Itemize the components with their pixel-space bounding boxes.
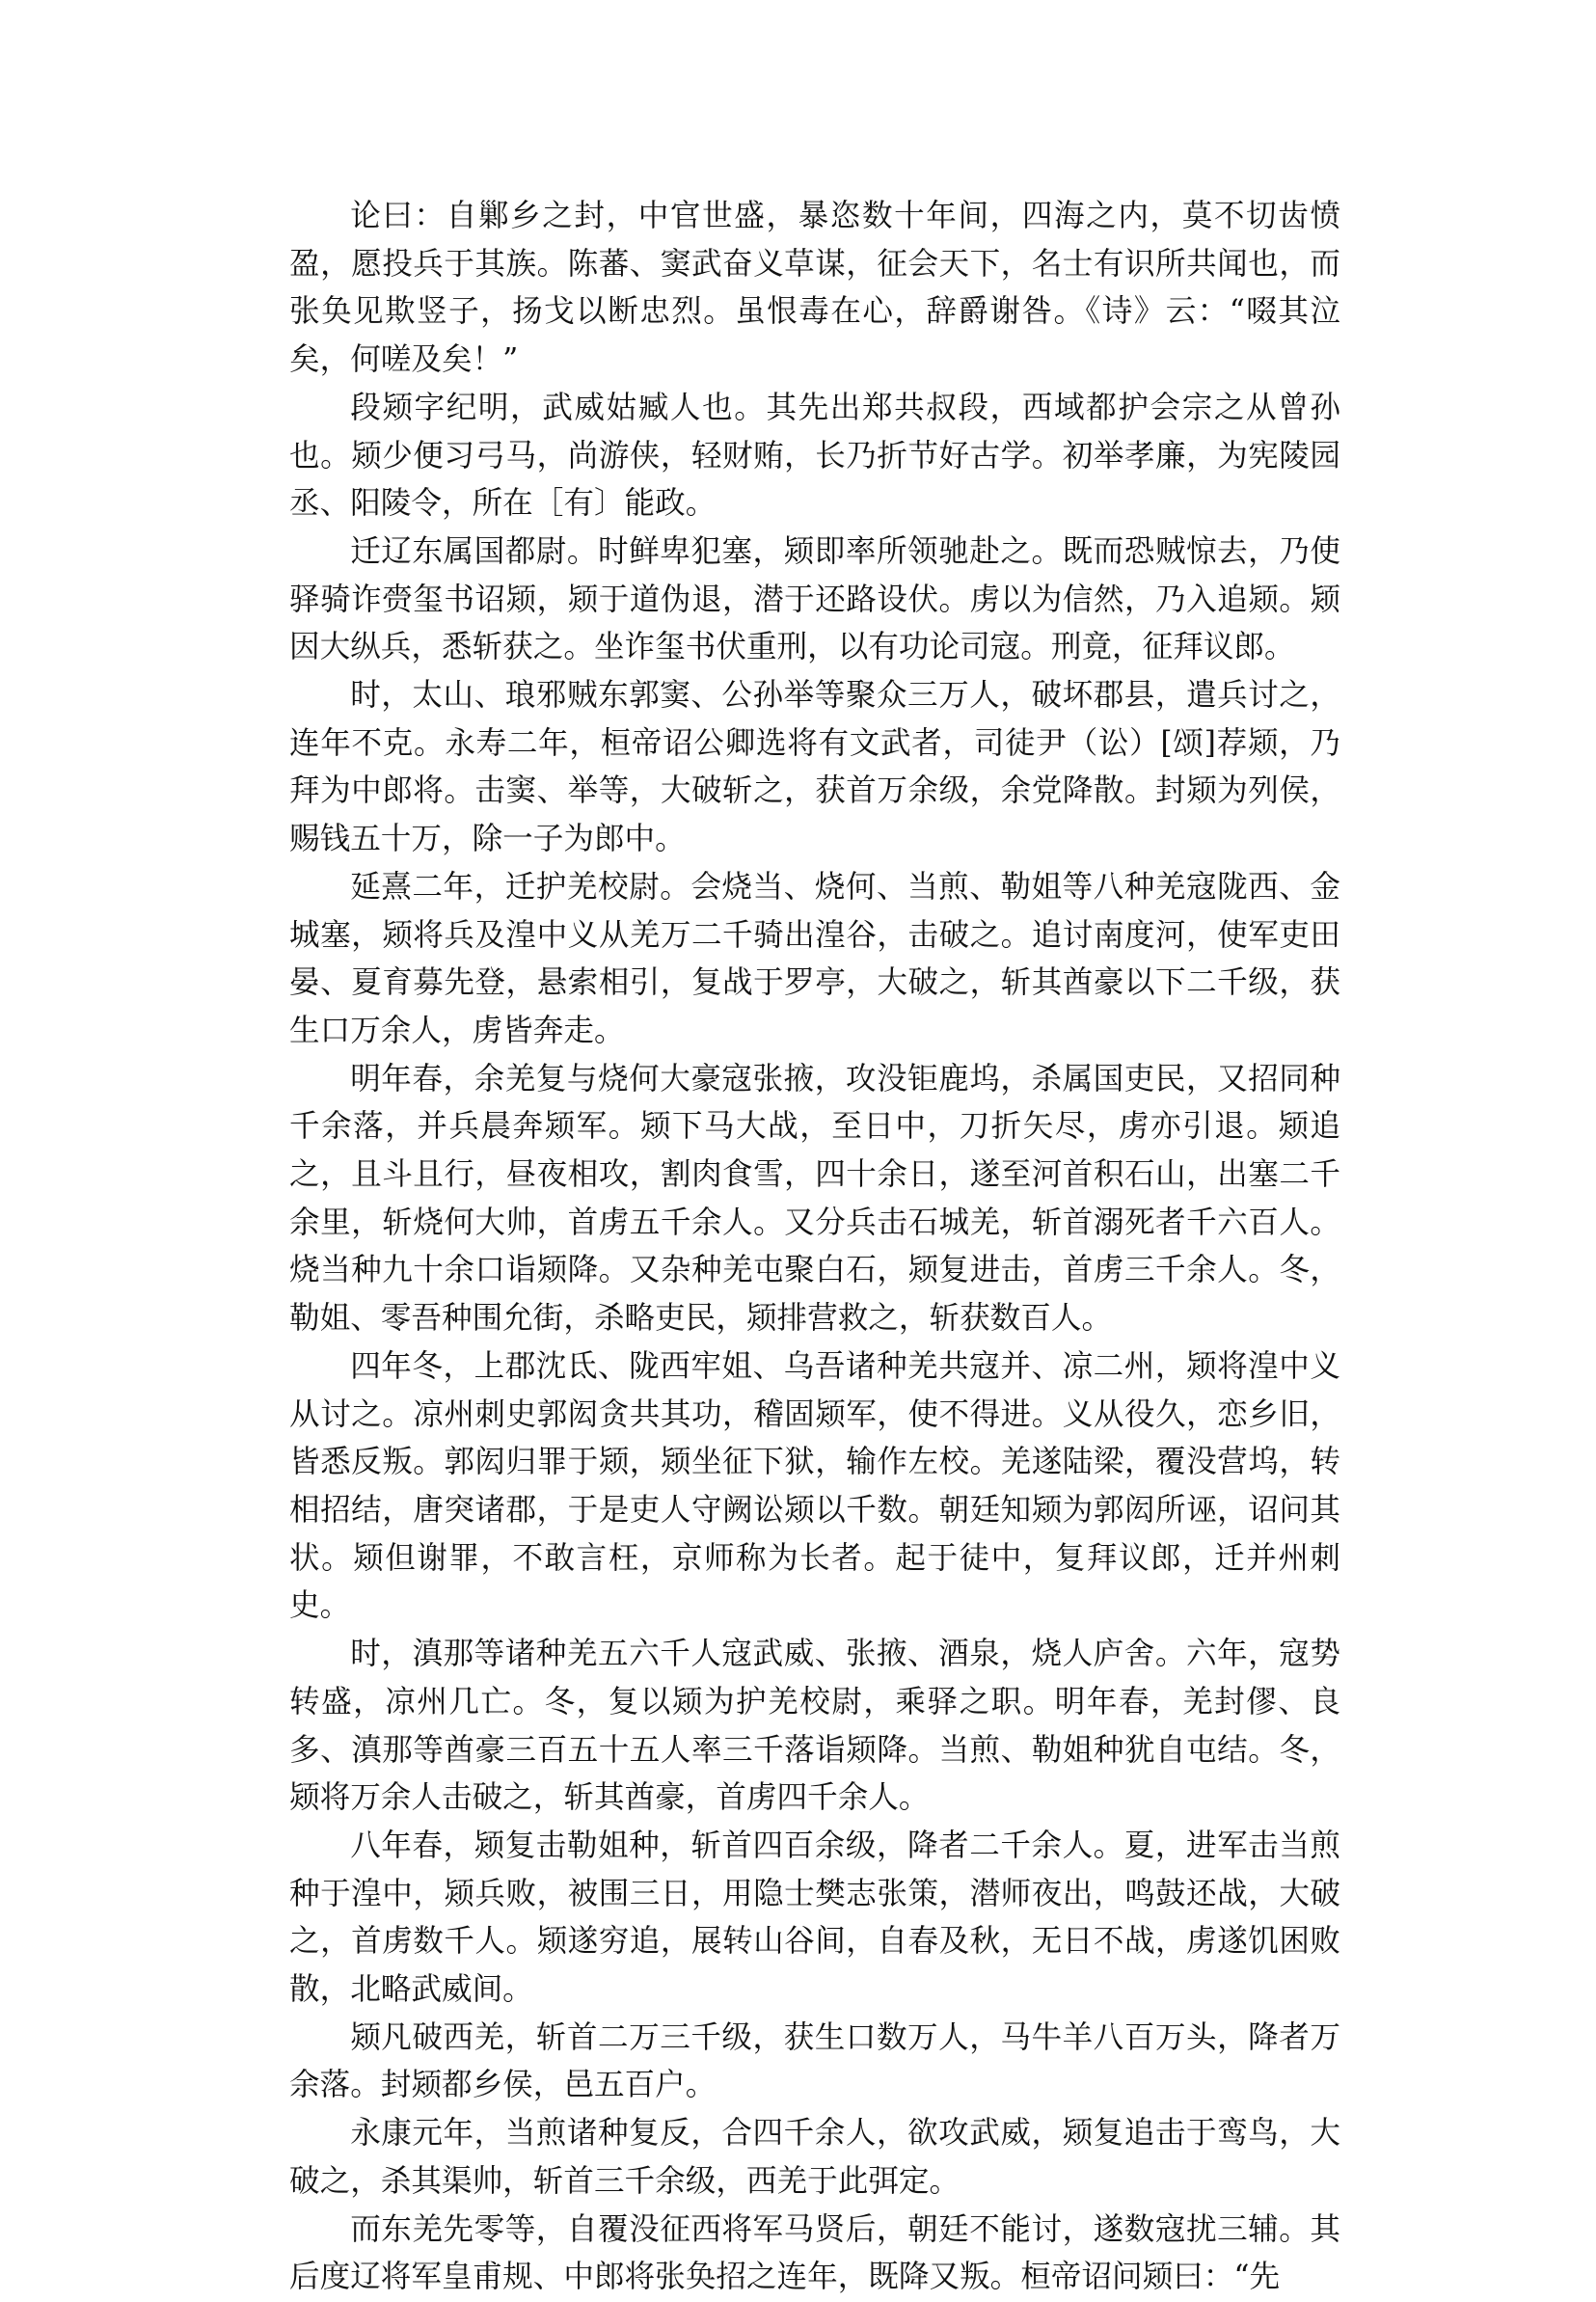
body-text	[289, 193, 1340, 2302]
paragraph-1: 论曰：自鄛乡之封，中官世盛，暴恣数十年间，四海之内，莫不切齿愤盈，愿投兵于其族。陈蕃、窦武奋义草谋，征会天下，名士有识所共闻也，而张奂见欺竖子，扬戈以断忠烈。虽恨毒在心，辞爵谢咎。《诗》云：“啜其泣矣，何嗟及矣！”	[289, 199, 1340, 378]
paragraph-6: 明年春，余羌复与烧何大豪寇张掖，攻没钜鹿坞，杀属国吏民，又招同种千余落，并兵晨奔颎军。颎下马大战，至日中，刀折矢尽，虏亦引退。颎追之，且斗且行，昼夜相攻，割肉食雪，四十余日，遂至河首积石山，出塞二千余里，斩烧何大帅，首虏五千余人。又分兵击石城羌，斩首溺死者千六百人。烧当种九十余口诣颎降。又杂种羌屯聚白石，颎复进击，首虏三千余人。冬，勒姐、零吾种围允街，杀略吏民，颎排营救之，斩获数百人。	[289, 1061, 1340, 1337]
paragraph-9: 八年春，颎复击勒姐种，斩首四百余级，降者二千余人。夏，进军击当煎种于湟中，颎兵败，被围三日，用隐士樊志张策，潜师夜出，鸣鼓还战，大破之，首虏数千人。颎遂穷追，展转山谷间，自春及秋，无日不战，虏遂饥困败散，北略武威间。	[289, 1828, 1340, 2008]
paragraph-2: 段颎字纪明，武威姑臧人也。其先出郑共叔段，西域都护会宗之从曾孙也。颎少便习弓马，尚游侠，轻财贿，长乃折节好古学。初举孝廉，为宪陵园丞、阳陵令，所在［有〕能政。	[289, 390, 1340, 522]
paragraph-3: 迁辽东属国都尉。时鲜卑犯塞，颎即率所领驰赴之。既而恐贼惊去，乃使驿骑诈赍玺书诏颎，颎于道伪退，潜于还路设伏。虏以为信然，乃入追颎。颎因大纵兵，悉斩获之。坐诈玺书伏重刑，以有功论司寇。刑竟，征拜议郎。	[289, 533, 1340, 665]
paragraph-4: 时，太山、琅邪贼东郭窦、公孙举等聚众三万人，破坏郡县，遣兵讨之，连年不克。永寿二年，桓帝诏公卿选将有文武者，司徒尹（讼）[颂]荐颎，乃拜为中郎将。击窦、举等，大破斩之，获首万余级，余党降散。封颎为列侯，赐钱五十万，除一子为郎中。	[289, 678, 1340, 857]
paragraph-5: 延熹二年，迁护羌校尉。会烧当、烧何、当煎、勒姐等八种羌寇陇西、金城塞，颎将兵及湟中义从羌万二千骑出湟谷，击破之。追讨南度河，使军吏田晏、夏育募先登，悬索相引，复战于罗亭，大破之，斩其酋豪以下二千级，获生口万余人，虏皆奔走。	[289, 869, 1340, 1048]
paragraph-8: 时，滇那等诸种羌五六千人寇武威、张掖、酒泉，烧人庐舍。六年，寇势转盛，凉州几亡。冬，复以颎为护羌校尉，乘驿之职。明年春，羌封僇、良多、滇那等酋豪三百五十五人率三千落诣颎降。当煎、勒姐种犹自屯结。冬，颎将万余人击破之，斩其酋豪，首虏四千余人。	[289, 1637, 1340, 1816]
paragraph-11: 永康元年，当煎诸种复反，合四千余人，欲攻武威，颎复追击于鸾鸟，大破之，杀其渠帅，斩首三千余级，西羌于此弭定。	[289, 2116, 1340, 2199]
paragraph-7: 四年冬，上郡沈氐、陇西牢姐、乌吾诸种羌共寇并、凉二州，颎将湟中义从讨之。凉州刺史郭闳贪共其功，稽固颎军，使不得进。义从役久，恋乡旧，皆悉反叛。郭闳归罪于颎，颎坐征下狱，输作左校。羌遂陆梁，覆没营坞，转相招结，唐突诸郡，于是吏人守阙讼颎以千数。朝廷知颎为郭闳所诬，诏问其状。颎但谢罪，不敢言枉，京师称为长者。起于徒中，复拜议郎，迁并州刺史。	[289, 1348, 1340, 1624]
paragraph-12: 而东羌先零等，自覆没征西将军马贤后，朝廷不能讨，遂数寇扰三辅。其后度辽将军皇甫规、中郎将张奂招之连年，既降又叛。桓帝诏问颎曰：“先	[289, 2211, 1340, 2295]
paragraph-10: 颎凡破西羌，斩首二万三千级，获生口数万人，马牛羊八百万头，降者万余落。封颎都乡侯，邑五百户。	[289, 2019, 1340, 2103]
